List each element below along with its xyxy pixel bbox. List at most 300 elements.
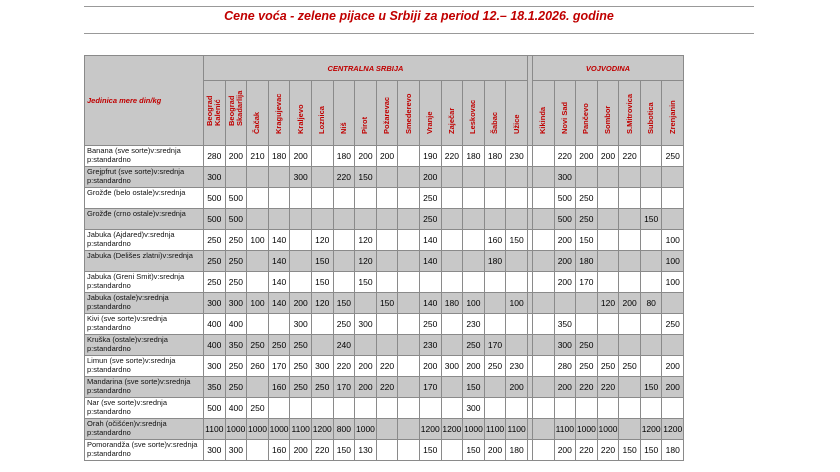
price-cell: 200 — [419, 356, 441, 377]
city-label: Kikinda — [538, 106, 548, 134]
table-row — [85, 377, 684, 398]
price-cell: 200 — [290, 440, 312, 461]
price-cell: 220 — [597, 377, 619, 398]
price-cell — [532, 167, 554, 188]
price-cell: 150 — [419, 440, 441, 461]
price-cell: 150 — [333, 440, 355, 461]
price-cell: 1000 — [576, 419, 598, 440]
price-cell: 250 — [225, 272, 247, 293]
price-cell — [484, 398, 506, 419]
city-label: Smederevo — [403, 93, 413, 134]
region-central-serbia: CENTRALNA SRBIJA — [204, 56, 528, 81]
price-cell — [506, 335, 528, 356]
price-cell — [268, 314, 290, 335]
price-cell — [441, 335, 463, 356]
price-cell: 220 — [333, 167, 355, 188]
price-cell: 300 — [463, 398, 485, 419]
city-label: Kraljevo — [295, 104, 305, 134]
price-cell — [619, 167, 641, 188]
page-title: Cene voća - zelene pijace u Srbiji za period 12.– 18.1.2026. godine — [224, 9, 614, 23]
price-cell: 250 — [419, 188, 441, 209]
price-cell — [619, 314, 641, 335]
price-cell — [311, 314, 333, 335]
price-cell — [484, 272, 506, 293]
price-cell: 230 — [419, 335, 441, 356]
price-cell — [484, 377, 506, 398]
price-cell — [640, 356, 662, 377]
product-name: Mandarina (sve sorte)v:srednja p:standardno — [85, 377, 204, 398]
price-cell: 180 — [441, 293, 463, 314]
price-cell — [506, 272, 528, 293]
price-cell: 220 — [597, 440, 619, 461]
price-cell: 280 — [204, 146, 226, 167]
price-cell: 100 — [463, 293, 485, 314]
city-label: Zaječar — [446, 107, 456, 134]
price-cell — [640, 272, 662, 293]
price-cell — [398, 209, 420, 230]
price-cell: 1100 — [290, 419, 312, 440]
price-cell — [484, 167, 506, 188]
price-cell — [597, 272, 619, 293]
price-cell — [484, 293, 506, 314]
price-cell — [398, 440, 420, 461]
city-header — [554, 81, 576, 146]
table-row — [85, 356, 684, 377]
price-cell: 1200 — [662, 419, 684, 440]
price-cell: 400 — [225, 314, 247, 335]
price-cell: 500 — [554, 188, 576, 209]
price-cell — [532, 419, 554, 440]
unit-label: Jedinica mere din/kg — [85, 56, 204, 146]
price-cell: 250 — [597, 356, 619, 377]
price-cell: 120 — [311, 293, 333, 314]
price-cell — [398, 314, 420, 335]
price-cell — [376, 209, 398, 230]
price-cell: 1000 — [597, 419, 619, 440]
price-cell — [640, 167, 662, 188]
price-cell — [662, 167, 684, 188]
city-header — [640, 81, 662, 146]
price-cell: 150 — [463, 377, 485, 398]
price-cell: 220 — [576, 440, 598, 461]
city-label: Niš — [338, 122, 348, 134]
price-cell: 250 — [204, 230, 226, 251]
price-cell — [640, 188, 662, 209]
price-cell: 150 — [640, 440, 662, 461]
price-cell — [640, 146, 662, 167]
city-label: Leskovac — [468, 99, 478, 134]
price-cell: 150 — [355, 272, 377, 293]
city-header — [419, 81, 441, 146]
city-header — [463, 81, 485, 146]
price-cell: 200 — [355, 356, 377, 377]
price-cell — [576, 398, 598, 419]
price-cell — [268, 398, 290, 419]
price-cell: 250 — [247, 335, 269, 356]
table-row — [85, 398, 684, 419]
price-cell: 300 — [204, 293, 226, 314]
table-row — [85, 293, 684, 314]
price-cell: 160 — [268, 440, 290, 461]
price-cell: 130 — [355, 440, 377, 461]
price-cell — [619, 335, 641, 356]
price-cell: 1000 — [268, 419, 290, 440]
price-cell: 170 — [333, 377, 355, 398]
price-cell: 250 — [484, 356, 506, 377]
city-header — [597, 81, 619, 146]
price-cell: 200 — [290, 293, 312, 314]
price-cell — [532, 440, 554, 461]
price-cell — [619, 377, 641, 398]
product-name: Banana (sve sorte)v:srednja p:standardno — [85, 146, 204, 167]
price-cell: 250 — [576, 335, 598, 356]
price-cell: 250 — [419, 209, 441, 230]
price-cell: 100 — [662, 251, 684, 272]
price-cell: 250 — [290, 356, 312, 377]
city-label: Subotica — [646, 102, 656, 134]
city-header — [619, 81, 641, 146]
table-row — [85, 167, 684, 188]
product-name: Jabuka (Greni Smit)v:srednja p:standardno — [85, 272, 204, 293]
price-cell — [597, 167, 619, 188]
price-cell — [576, 167, 598, 188]
price-cell: 400 — [225, 398, 247, 419]
price-cell: 100 — [247, 230, 269, 251]
price-cell — [441, 167, 463, 188]
price-cell — [247, 377, 269, 398]
price-cell — [506, 251, 528, 272]
price-cell: 500 — [204, 188, 226, 209]
price-cell — [532, 335, 554, 356]
table-row — [85, 335, 684, 356]
price-cell — [532, 146, 554, 167]
price-cell: 300 — [554, 167, 576, 188]
product-name: Grejpfrut (sve sorte)v:srednja p:standardno — [85, 167, 204, 188]
price-cell — [376, 419, 398, 440]
price-cell: 200 — [376, 146, 398, 167]
table-row — [85, 440, 684, 461]
price-cell: 300 — [204, 440, 226, 461]
price-cell: 210 — [247, 146, 269, 167]
price-cell — [268, 188, 290, 209]
table-row — [85, 272, 684, 293]
price-cell — [532, 230, 554, 251]
city-label: Užice — [511, 114, 521, 134]
price-cell: 180 — [333, 146, 355, 167]
price-cell: 150 — [355, 167, 377, 188]
table-row — [85, 230, 684, 251]
price-cell — [532, 188, 554, 209]
price-cell — [640, 314, 662, 335]
price-cell — [268, 167, 290, 188]
price-cell: 200 — [484, 440, 506, 461]
price-cell: 250 — [290, 377, 312, 398]
price-cell — [311, 146, 333, 167]
city-header — [441, 81, 463, 146]
price-cell: 300 — [290, 314, 312, 335]
region-vojvodina: VOJVODINA — [532, 56, 683, 81]
price-cell — [355, 209, 377, 230]
city-header — [576, 81, 598, 146]
city-header — [376, 81, 398, 146]
table-row — [85, 251, 684, 272]
price-cell: 400 — [204, 335, 226, 356]
price-cell: 1200 — [419, 419, 441, 440]
price-cell: 1100 — [204, 419, 226, 440]
price-cell: 220 — [576, 377, 598, 398]
price-cell: 200 — [597, 146, 619, 167]
price-cell: 120 — [311, 230, 333, 251]
price-cell — [662, 335, 684, 356]
price-cell — [619, 251, 641, 272]
price-cell — [640, 335, 662, 356]
price-cell: 1200 — [441, 419, 463, 440]
city-header — [532, 81, 554, 146]
price-cell — [619, 419, 641, 440]
price-cell: 250 — [290, 335, 312, 356]
price-cell — [662, 209, 684, 230]
price-cell — [247, 314, 269, 335]
price-cell — [376, 251, 398, 272]
price-cell: 350 — [554, 314, 576, 335]
price-cell: 180 — [484, 146, 506, 167]
price-cell: 220 — [333, 356, 355, 377]
price-cell — [463, 188, 485, 209]
price-cell: 1100 — [506, 419, 528, 440]
price-cell: 230 — [506, 146, 528, 167]
city-label: Beograd Skadarlija — [226, 90, 244, 126]
title-rule — [84, 33, 754, 34]
product-name: Kivi (sve sorte)v:srednja p:standardno — [85, 314, 204, 335]
product-name: Grožđe (belo ostale)v:srednja — [85, 188, 204, 209]
price-cell: 500 — [204, 398, 226, 419]
price-cell: 200 — [506, 377, 528, 398]
price-cell: 170 — [484, 335, 506, 356]
city-header — [311, 81, 333, 146]
product-name: Kruška (ostale)v:srednja p:standardno — [85, 335, 204, 356]
price-cell — [441, 230, 463, 251]
price-cell: 250 — [419, 314, 441, 335]
product-name: Limun (sve sorte)v:srednja p:standardno — [85, 356, 204, 377]
price-cell — [532, 209, 554, 230]
price-cell — [290, 272, 312, 293]
price-cell: 250 — [247, 398, 269, 419]
price-cell: 500 — [554, 209, 576, 230]
price-cell: 160 — [484, 230, 506, 251]
price-cell: 200 — [619, 293, 641, 314]
city-label: S.Mitrovica — [624, 93, 634, 134]
price-cell — [619, 209, 641, 230]
city-label: Vranje — [425, 111, 435, 134]
price-cell — [484, 188, 506, 209]
price-cell: 150 — [640, 209, 662, 230]
price-cell — [463, 167, 485, 188]
price-cell: 100 — [662, 230, 684, 251]
product-name: Grožđe (crno ostale)v:srednja — [85, 209, 204, 230]
price-cell: 140 — [268, 293, 290, 314]
price-cell: 220 — [619, 146, 641, 167]
price-cell — [290, 188, 312, 209]
price-cell — [398, 377, 420, 398]
city-header — [355, 81, 377, 146]
price-cell: 140 — [419, 293, 441, 314]
price-cell: 220 — [554, 146, 576, 167]
price-cell: 150 — [333, 293, 355, 314]
price-cell — [554, 398, 576, 419]
price-cell — [247, 167, 269, 188]
price-cell: 200 — [290, 146, 312, 167]
price-cell: 200 — [554, 272, 576, 293]
price-cell — [247, 209, 269, 230]
city-label: Zrenjanin — [667, 100, 677, 134]
table-row — [85, 209, 684, 230]
price-cell: 100 — [247, 293, 269, 314]
price-cell: 300 — [204, 167, 226, 188]
table-row — [85, 419, 684, 440]
price-cell — [506, 209, 528, 230]
top-rule — [84, 6, 754, 7]
price-cell — [290, 230, 312, 251]
price-cell — [441, 272, 463, 293]
price-cell — [376, 188, 398, 209]
price-cell: 250 — [576, 356, 598, 377]
price-cell: 180 — [576, 251, 598, 272]
price-cell — [376, 335, 398, 356]
price-cell: 190 — [419, 146, 441, 167]
price-table — [84, 55, 684, 461]
price-cell: 300 — [204, 356, 226, 377]
price-cell — [532, 251, 554, 272]
price-cell — [311, 209, 333, 230]
price-cell — [268, 209, 290, 230]
price-cell: 250 — [225, 377, 247, 398]
city-header — [290, 81, 312, 146]
price-cell: 180 — [268, 146, 290, 167]
price-cell: 120 — [355, 251, 377, 272]
price-cell — [597, 209, 619, 230]
city-header — [204, 81, 226, 146]
city-header — [662, 81, 684, 146]
price-cell: 350 — [204, 377, 226, 398]
price-cell — [506, 167, 528, 188]
price-cell: 300 — [290, 167, 312, 188]
price-cell — [355, 335, 377, 356]
price-cell: 250 — [225, 356, 247, 377]
price-cell — [398, 398, 420, 419]
city-label: Beograd Kalenić — [205, 95, 223, 126]
price-cell: 150 — [376, 293, 398, 314]
price-cell — [441, 440, 463, 461]
price-cell — [597, 230, 619, 251]
price-cell — [225, 167, 247, 188]
price-cell: 400 — [204, 314, 226, 335]
price-cell — [247, 272, 269, 293]
price-cell: 100 — [506, 293, 528, 314]
price-cell — [597, 314, 619, 335]
price-cell — [506, 188, 528, 209]
price-cell: 1000 — [355, 419, 377, 440]
price-cell: 250 — [333, 314, 355, 335]
price-cell — [463, 272, 485, 293]
city-label: Šabac — [490, 111, 500, 134]
price-cell: 1100 — [484, 419, 506, 440]
price-cell: 300 — [225, 293, 247, 314]
price-cell: 150 — [311, 251, 333, 272]
price-cell — [463, 209, 485, 230]
price-cell: 250 — [662, 146, 684, 167]
price-cell — [532, 272, 554, 293]
price-cell — [247, 251, 269, 272]
price-cell: 230 — [506, 356, 528, 377]
price-cell — [398, 167, 420, 188]
price-cell: 200 — [662, 377, 684, 398]
price-cell — [398, 272, 420, 293]
price-cell: 140 — [268, 230, 290, 251]
price-cell — [463, 251, 485, 272]
price-cell — [640, 230, 662, 251]
price-cell: 170 — [419, 377, 441, 398]
price-cell: 300 — [225, 440, 247, 461]
price-cell — [597, 251, 619, 272]
city-label: Loznica — [317, 106, 327, 134]
price-cell — [311, 188, 333, 209]
price-cell — [576, 314, 598, 335]
price-cell: 200 — [225, 146, 247, 167]
price-cell: 180 — [662, 440, 684, 461]
price-cell: 200 — [554, 377, 576, 398]
city-label: Požarevac — [382, 96, 392, 134]
price-cell: 240 — [333, 335, 355, 356]
price-cell: 300 — [355, 314, 377, 335]
price-cell — [576, 293, 598, 314]
price-cell — [290, 209, 312, 230]
price-cell: 500 — [225, 209, 247, 230]
price-cell — [333, 251, 355, 272]
price-cell: 200 — [662, 356, 684, 377]
price-cell — [311, 167, 333, 188]
price-cell: 230 — [463, 314, 485, 335]
price-cell: 500 — [204, 209, 226, 230]
price-cell: 200 — [419, 167, 441, 188]
city-label: Kragujevac — [274, 93, 284, 134]
price-cell: 150 — [640, 377, 662, 398]
price-cell — [441, 398, 463, 419]
price-cell: 250 — [662, 314, 684, 335]
city-header — [268, 81, 290, 146]
price-cell — [597, 398, 619, 419]
price-cell — [619, 272, 641, 293]
price-cell: 100 — [662, 272, 684, 293]
price-cell — [311, 398, 333, 419]
city-header — [247, 81, 269, 146]
price-cell: 120 — [597, 293, 619, 314]
price-cell — [463, 230, 485, 251]
city-label: Novi Sad — [559, 101, 569, 134]
city-header — [225, 81, 247, 146]
price-cell: 250 — [225, 251, 247, 272]
price-cell: 80 — [640, 293, 662, 314]
price-cell: 1000 — [225, 419, 247, 440]
price-cell: 500 — [225, 188, 247, 209]
price-cell: 180 — [506, 440, 528, 461]
price-cell — [619, 188, 641, 209]
price-cell — [662, 188, 684, 209]
city-header — [506, 81, 528, 146]
price-cell — [398, 356, 420, 377]
price-cell — [640, 251, 662, 272]
price-cell: 220 — [311, 440, 333, 461]
price-cell — [355, 398, 377, 419]
